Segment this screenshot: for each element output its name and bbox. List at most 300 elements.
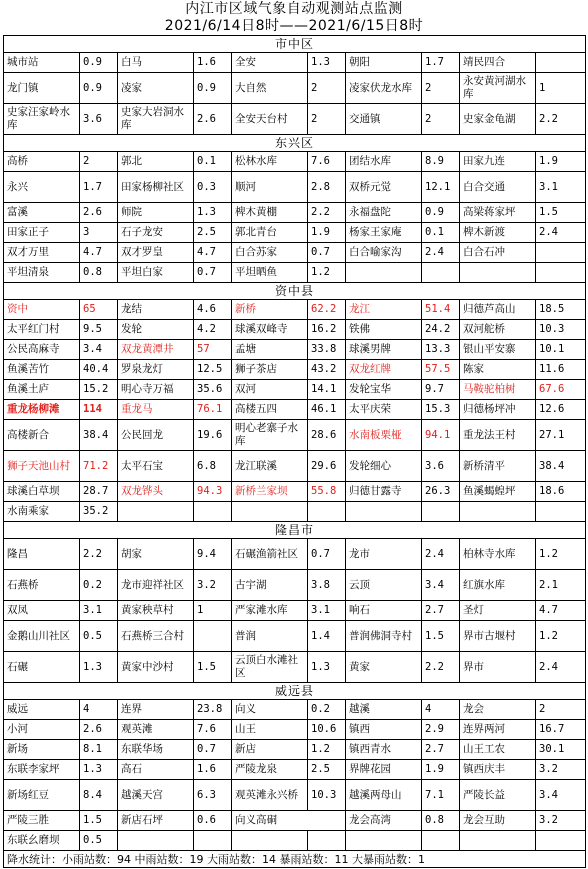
rainfall-value: 8.1: [80, 740, 118, 760]
rainfall-value: 2.6: [80, 720, 118, 740]
station-name: 东联幺磨坝: [4, 831, 80, 851]
rainfall-value: 4.7: [80, 243, 118, 263]
rainfall-value: 51.4: [422, 300, 460, 320]
rainfall-value: [536, 263, 586, 283]
table-row: [4, 720, 586, 740]
rainfall-value: [194, 502, 232, 522]
table-row: [4, 451, 586, 482]
station-name: 黄家: [346, 652, 422, 683]
station-name: 凌家: [118, 73, 194, 104]
rainfall-value: 1.9: [308, 223, 346, 243]
rainfall-value: 10.3: [308, 780, 346, 811]
rainfall-value: 1.2: [536, 621, 586, 652]
rainfall-value: [422, 263, 460, 283]
rainfall-value: 0.2: [80, 570, 118, 601]
rainfall-value: 35.6: [194, 380, 232, 400]
station-name: 龙市迎祥社区: [118, 570, 194, 601]
station-name: [460, 502, 536, 522]
rainfall-value: 71.2: [80, 451, 118, 482]
rainfall-value: 2.8: [308, 172, 346, 203]
rainfall-value: 1: [536, 73, 586, 104]
rainfall-value: [308, 831, 346, 851]
station-name: 新桥兰家坝: [232, 482, 308, 502]
station-name: 太平石宝: [118, 451, 194, 482]
rainfall-value: 57.5: [422, 360, 460, 380]
station-name: 田家杨柳社区: [118, 172, 194, 203]
station-name: 东联李家坪: [4, 760, 80, 780]
rainfall-value: 0.8: [422, 811, 460, 831]
station-name: 双龙黄潭井: [118, 340, 194, 360]
rainfall-value: 1.9: [422, 760, 460, 780]
rainfall-value: 10.3: [536, 320, 586, 340]
station-name: 双河: [232, 380, 308, 400]
table-row: [4, 320, 586, 340]
rainfall-value: 7.6: [194, 720, 232, 740]
station-name: 古宇湖: [232, 570, 308, 601]
rainfall-value: 23.8: [194, 700, 232, 720]
rainfall-value: 4: [422, 700, 460, 720]
station-name: 石碾渔箭社区: [232, 539, 308, 570]
rainfall-value: 1.5: [422, 621, 460, 652]
station-name: 球溪白草坝: [4, 482, 80, 502]
rainfall-value: 2.2: [536, 104, 586, 135]
station-name: [232, 502, 308, 522]
station-name: 界市古堰村: [460, 621, 536, 652]
table-row: [4, 243, 586, 263]
station-name: 高楼五四: [232, 400, 308, 420]
station-name: 白合喻家沟: [346, 243, 422, 263]
rainfall-value: 14.1: [308, 380, 346, 400]
station-name: 狮子茶店: [232, 360, 308, 380]
rainfall-value: 28.7: [80, 482, 118, 502]
rainfall-value: 9.7: [422, 380, 460, 400]
table-row: [4, 53, 586, 73]
table-row: [4, 780, 586, 811]
rainfall-value: 18.6: [536, 482, 586, 502]
section-header: 资中县: [4, 283, 586, 300]
rainfall-value: 0.9: [80, 53, 118, 73]
station-name: 双凤: [4, 601, 80, 621]
table-row: [4, 502, 586, 522]
station-name: 严陵长益: [460, 780, 536, 811]
rainfall-value: 0.1: [194, 152, 232, 172]
station-name: 柏林寺水库: [460, 539, 536, 570]
rainfall-value: 16.2: [308, 320, 346, 340]
station-name: 资中: [4, 300, 80, 320]
station-name: 球溪男牌: [346, 340, 422, 360]
rainfall-value: 0.9: [422, 203, 460, 223]
station-name: [460, 831, 536, 851]
station-name: 富溪: [4, 203, 80, 223]
rainfall-value: 0.7: [308, 243, 346, 263]
station-name: 水南板栗桠: [346, 420, 422, 451]
station-name: 铁佛: [346, 320, 422, 340]
station-name: 平坦晒鱼: [232, 263, 308, 283]
station-name: 球溪双峰寺: [232, 320, 308, 340]
rainfall-value: 0.8: [80, 263, 118, 283]
rainfall-value: 0.2: [308, 700, 346, 720]
rainfall-value: 2.2: [308, 203, 346, 223]
station-name: 双龙铧头: [118, 482, 194, 502]
station-name: 严家滩水库: [232, 601, 308, 621]
station-name: 平坦白家: [118, 263, 194, 283]
rainfall-value: 8.9: [422, 152, 460, 172]
table-row: [4, 740, 586, 760]
report-title-period: 2021/6/14日8时——2021/6/15日8时: [164, 18, 424, 34]
table-row: [4, 652, 586, 683]
rainfall-value: 7.6: [308, 152, 346, 172]
station-name: 朝阳: [346, 53, 422, 73]
rainfall-value: 7.1: [422, 780, 460, 811]
station-name: 狮子天池山村: [4, 451, 80, 482]
rainfall-value: 6.8: [194, 451, 232, 482]
rainfall-value: 1: [194, 601, 232, 621]
rainfall-value: 3.4: [422, 570, 460, 601]
rainfall-value: 15.3: [422, 400, 460, 420]
station-name: 田家九连: [460, 152, 536, 172]
station-name: [118, 502, 194, 522]
rainfall-value: [422, 831, 460, 851]
station-name: 白合苏家: [232, 243, 308, 263]
station-name: 重龙杨柳滩: [4, 400, 80, 420]
rainfall-value: [194, 621, 232, 652]
rainfall-value: 0.1: [422, 223, 460, 243]
rainfall-value: 57: [194, 340, 232, 360]
rainfall-value: 26.3: [422, 482, 460, 502]
station-name: 普润: [232, 621, 308, 652]
station-name: 镇西庆丰: [460, 760, 536, 780]
station-name: 史家金龟湖: [460, 104, 536, 135]
rainfall-value: 29.6: [308, 451, 346, 482]
station-name: 威远: [4, 700, 80, 720]
station-name: 重龙法王村: [460, 420, 536, 451]
table-row: [4, 360, 586, 380]
rainfall-value: 6.3: [194, 780, 232, 811]
rainfall-value: 13.3: [422, 340, 460, 360]
section-header-row: [4, 283, 586, 300]
summary-row: [4, 851, 586, 868]
rainfall-value: 1.3: [308, 652, 346, 683]
rainfall-value: 1.2: [308, 740, 346, 760]
rainfall-value: 24.2: [422, 320, 460, 340]
rainfall-value: [536, 831, 586, 851]
station-name: 顺河: [232, 172, 308, 203]
station-name: 太平红门村: [4, 320, 80, 340]
station-name: 团结水库: [346, 152, 422, 172]
rainfall-value: [308, 502, 346, 522]
station-name: 归德芦高山: [460, 300, 536, 320]
table-row: [4, 400, 586, 420]
rainfall-value: 0.5: [80, 621, 118, 652]
station-name: 胡家: [118, 539, 194, 570]
rainfall-value: 46.1: [308, 400, 346, 420]
rainfall-value: 1.4: [308, 621, 346, 652]
station-name: 郭北青台: [232, 223, 308, 243]
station-name: 鱼溪土庐: [4, 380, 80, 400]
table-row: [4, 340, 586, 360]
station-name: 界牌花园: [346, 760, 422, 780]
station-name: 城市站: [4, 53, 80, 73]
station-name: 普润佛洞寺村: [346, 621, 422, 652]
station-name: 银山平安寨: [460, 340, 536, 360]
rainfall-value: 33.8: [308, 340, 346, 360]
table-row: [4, 621, 586, 652]
station-name: [118, 831, 194, 851]
section-header-row: [4, 36, 586, 53]
rainfall-value: 1.3: [80, 652, 118, 683]
rainfall-value: 12.5: [194, 360, 232, 380]
rainfall-value: 9.5: [80, 320, 118, 340]
rainfall-value: 0.9: [80, 73, 118, 104]
station-name: 石燕桥三合村: [118, 621, 194, 652]
rainfall-value: 4.7: [194, 243, 232, 263]
rainfall-value: 2: [422, 73, 460, 104]
station-name: 全安: [232, 53, 308, 73]
table-row: [4, 104, 586, 135]
rainfall-value: 1.3: [308, 53, 346, 73]
rainfall-value: 2.5: [194, 223, 232, 243]
station-name: 水南乘家: [4, 502, 80, 522]
rainfall-value: 2: [308, 73, 346, 104]
station-name: 观英滩永兴桥: [232, 780, 308, 811]
station-name: 高桥: [4, 152, 80, 172]
station-name: 山王: [232, 720, 308, 740]
rainfall-value: 114: [80, 400, 118, 420]
table-row: [4, 73, 586, 104]
rainfall-value: 2.1: [536, 570, 586, 601]
station-name: 双才罗皇: [118, 243, 194, 263]
station-name: 师院: [118, 203, 194, 223]
rainfall-value: 3.1: [80, 601, 118, 621]
station-name: [232, 831, 308, 851]
station-name: 归德杨坪冲: [460, 400, 536, 420]
station-name: 龙会高湾: [346, 811, 422, 831]
station-name: 归德甘露寺: [346, 482, 422, 502]
rainfall-value: 0.7: [194, 263, 232, 283]
station-name: 越溪两母山: [346, 780, 422, 811]
station-name: 发轮宝华: [346, 380, 422, 400]
rainfall-value: 4.7: [536, 601, 586, 621]
station-name: 鱼溪苦竹: [4, 360, 80, 380]
rainfall-value: 2: [536, 700, 586, 720]
station-name: 公民回龙: [118, 420, 194, 451]
station-name: 黄家秧草村: [118, 601, 194, 621]
station-name: 发轮: [118, 320, 194, 340]
station-name: 靖民四合: [460, 53, 536, 73]
station-name: 新店石坪: [118, 811, 194, 831]
rainfall-value: 3.2: [536, 760, 586, 780]
table-row: [4, 203, 586, 223]
rainfall-value: [422, 502, 460, 522]
table-row: [4, 152, 586, 172]
station-name: 白马: [118, 53, 194, 73]
rainfall-value: 2.7: [422, 601, 460, 621]
station-name: 高梁蒋家坪: [460, 203, 536, 223]
rainfall-value: 1.5: [80, 811, 118, 831]
station-name: 明心寺万福: [118, 380, 194, 400]
station-name: 永兴: [4, 172, 80, 203]
rainfall-value: 3.1: [308, 601, 346, 621]
rainfall-value: 18.5: [536, 300, 586, 320]
rainfall-value: 3.1: [536, 172, 586, 203]
rainfall-value: 2.4: [422, 539, 460, 570]
station-name: 全安天台村: [232, 104, 308, 135]
rainfall-value: 0.7: [308, 539, 346, 570]
table-row: [4, 482, 586, 502]
station-name: 松林水库: [232, 152, 308, 172]
report-page: [3, 0, 585, 868]
rainfall-value: 1.6: [194, 760, 232, 780]
rainfall-value: 3.4: [80, 340, 118, 360]
rainfall-value: 94.3: [194, 482, 232, 502]
station-name: 杨家王家庵: [346, 223, 422, 243]
report-title: [3, 1, 585, 35]
station-name: 椑木黄棚: [232, 203, 308, 223]
rainfall-value: 65: [80, 300, 118, 320]
rainfall-value: 8.4: [80, 780, 118, 811]
table-row: [4, 263, 586, 283]
station-name: 白合交通: [460, 172, 536, 203]
rainfall-value: 19.6: [194, 420, 232, 451]
rainfall-value: 40.4: [80, 360, 118, 380]
station-name: 龙江联溪: [232, 451, 308, 482]
station-name: 界市: [460, 652, 536, 683]
station-name: 双桥元觉: [346, 172, 422, 203]
section-header-row: [4, 522, 586, 539]
station-name: 太平庆荣: [346, 400, 422, 420]
table-row: [4, 601, 586, 621]
rainfall-value: [536, 502, 586, 522]
station-name: 向义: [232, 700, 308, 720]
rainfall-value: 2.2: [422, 652, 460, 683]
station-name: [346, 502, 422, 522]
rainfall-value: 43.2: [308, 360, 346, 380]
station-name: 云顶: [346, 570, 422, 601]
table-row: [4, 172, 586, 203]
station-name: 镇西: [346, 720, 422, 740]
rainfall-value: 2.6: [80, 203, 118, 223]
rainfall-value: [536, 53, 586, 73]
station-name: 史家大岩洞水库: [118, 104, 194, 135]
section-header-row: [4, 683, 586, 700]
rainfall-value: 2.2: [80, 539, 118, 570]
station-name: [346, 263, 422, 283]
rainfall-value: [194, 831, 232, 851]
rainfall-value: 2.7: [422, 740, 460, 760]
table-row: [4, 300, 586, 320]
station-name: 交通镇: [346, 104, 422, 135]
station-name: 发轮细心: [346, 451, 422, 482]
station-name: 双才万里: [4, 243, 80, 263]
rainfall-value: 3.2: [194, 570, 232, 601]
rainfall-value: 3.2: [536, 811, 586, 831]
rainfall-value: 28.6: [308, 420, 346, 451]
station-name: 龙江: [346, 300, 422, 320]
station-name: 高石: [118, 760, 194, 780]
section-header: 东兴区: [4, 135, 586, 152]
station-name: 观英滩: [118, 720, 194, 740]
rainfall-value: 2: [308, 104, 346, 135]
station-name: 红旗水库: [460, 570, 536, 601]
rainfall-value: 1.5: [194, 652, 232, 683]
station-name: 双龙红牌: [346, 360, 422, 380]
rainfall-value: 9.4: [194, 539, 232, 570]
station-name: 新场红豆: [4, 780, 80, 811]
station-name: 山王工农: [460, 740, 536, 760]
station-name: 石碾: [4, 652, 80, 683]
station-name: 公民高麻寺: [4, 340, 80, 360]
rainfall-value: 1.6: [194, 53, 232, 73]
rainfall-value: 35.2: [80, 502, 118, 522]
station-name: 向义高硐: [232, 811, 346, 831]
rainfall-value: 2.4: [422, 243, 460, 263]
rainfall-value: 1.2: [536, 539, 586, 570]
station-name: 云顶白水滩社区: [232, 652, 308, 683]
rainfall-value: 15.2: [80, 380, 118, 400]
table-row: [4, 420, 586, 451]
rainfall-value: 3.6: [80, 104, 118, 135]
station-name: 大自然: [232, 73, 308, 104]
station-name: 永福盘陀: [346, 203, 422, 223]
station-name: 东联华场: [118, 740, 194, 760]
station-name: 连界两河: [460, 720, 536, 740]
station-name: 越溪: [346, 700, 422, 720]
table-row: [4, 811, 586, 831]
section-header: 市中区: [4, 36, 586, 53]
table-row: [4, 760, 586, 780]
station-name: 响石: [346, 601, 422, 621]
table-row: [4, 539, 586, 570]
table-row: [4, 570, 586, 601]
rainfall-value: 1.3: [194, 203, 232, 223]
station-name: 新店: [232, 740, 308, 760]
station-name: 连界: [118, 700, 194, 720]
rainfall-value: 27.1: [536, 420, 586, 451]
rainfall-value: 0.9: [194, 73, 232, 104]
station-name: 越溪天宫: [118, 780, 194, 811]
station-name: 明心老寨子水库: [232, 420, 308, 451]
rainfall-value: 3.6: [422, 451, 460, 482]
station-name: 龙门镇: [4, 73, 80, 104]
rainfall-table: [3, 35, 586, 868]
rainfall-value: 1.5: [536, 203, 586, 223]
rainfall-value: 12.1: [422, 172, 460, 203]
rainfall-value: 2.4: [536, 652, 586, 683]
rainfall-value: 2: [422, 104, 460, 135]
station-name: 隆昌: [4, 539, 80, 570]
rainfall-value: 16.7: [536, 720, 586, 740]
station-name: 罗泉龙灯: [118, 360, 194, 380]
table-row: [4, 380, 586, 400]
rainfall-value: 3.8: [308, 570, 346, 601]
rainfall-value: 0.7: [194, 740, 232, 760]
station-name: [460, 263, 536, 283]
rainfall-value: 2.6: [194, 104, 232, 135]
precipitation-summary: 降水统计：小雨站数：94 中雨站数：19 大雨站数：14 暴雨站数：11 大暴雨站数：1: [4, 851, 586, 868]
rainfall-value: 55.8: [308, 482, 346, 502]
table-row: [4, 831, 586, 851]
station-name: [346, 831, 422, 851]
rainfall-value: 2: [80, 152, 118, 172]
rainfall-value: 1.7: [422, 53, 460, 73]
station-name: 金鹅山川社区: [4, 621, 80, 652]
station-name: 黄家中沙村: [118, 652, 194, 683]
rainfall-value: 10.6: [308, 720, 346, 740]
rainfall-value: 67.6: [536, 380, 586, 400]
station-name: 龙结: [118, 300, 194, 320]
rainfall-value: 76.1: [194, 400, 232, 420]
rainfall-value: 4: [80, 700, 118, 720]
